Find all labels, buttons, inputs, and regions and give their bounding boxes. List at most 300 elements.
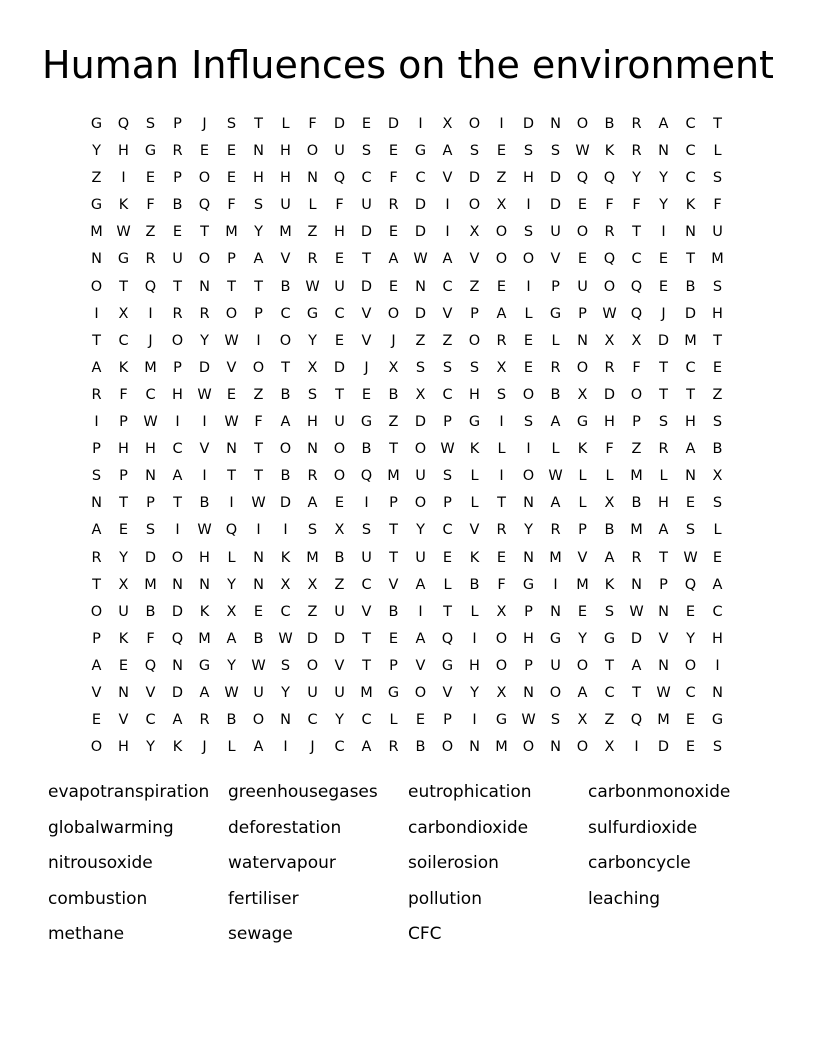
grid-letter: G: [522, 576, 535, 593]
grid-letter: E: [388, 630, 399, 647]
grid-letter: E: [712, 549, 723, 566]
grid-letter: G: [117, 251, 130, 268]
grid-letter: X: [118, 305, 129, 322]
grid-letter: B: [631, 495, 642, 512]
word-list-item: soilerosion: [408, 853, 499, 873]
grid-letter: A: [415, 576, 426, 593]
grid-letter: D: [414, 414, 427, 431]
grid-letter: O: [576, 657, 589, 674]
grid-letter: J: [661, 305, 666, 322]
grid-letter: W: [251, 495, 266, 512]
grid-letter: L: [551, 441, 560, 458]
grid-letter: H: [307, 414, 318, 431]
word-list-item: sewage: [228, 924, 293, 944]
grid-letter: H: [334, 224, 345, 241]
grid-letter: T: [497, 495, 506, 512]
grid-letter: B: [280, 468, 291, 485]
grid-letter: N: [550, 603, 561, 620]
grid-letter: N: [685, 468, 696, 485]
grid-letter: R: [388, 197, 399, 214]
grid-letter: O: [306, 143, 319, 160]
grid-letter: R: [550, 522, 561, 539]
grid-letter: L: [497, 441, 506, 458]
word-list-item: eutrophication: [408, 782, 532, 802]
grid-letter: B: [199, 495, 210, 512]
grid-letter: H: [172, 386, 183, 403]
grid-letter: X: [604, 739, 615, 756]
grid-letter: I: [229, 495, 234, 512]
grid-letter: J: [310, 739, 315, 756]
grid-letter: H: [523, 170, 534, 187]
grid-letter: S: [307, 522, 318, 539]
grid-letter: S: [469, 143, 480, 160]
grid-letter: Z: [388, 414, 399, 431]
grid-letter: P: [524, 603, 533, 620]
grid-letter: N: [253, 549, 264, 566]
grid-letter: V: [280, 251, 291, 268]
grid-letter: C: [145, 386, 156, 403]
grid-letter: A: [550, 495, 561, 512]
grid-letter: O: [576, 116, 589, 132]
grid-letter: H: [604, 414, 615, 431]
grid-letter: L: [713, 522, 722, 539]
grid-letter: M: [387, 468, 400, 485]
grid-letter: Y: [335, 712, 344, 729]
grid-letter: X: [604, 495, 615, 512]
grid-letter: O: [252, 359, 265, 376]
grid-letter: V: [442, 305, 453, 322]
grid-letter: H: [280, 143, 291, 160]
word-list-item: evapotranspiration: [48, 782, 210, 802]
grid-letter: R: [199, 712, 210, 729]
grid-letter: P: [389, 657, 398, 674]
word-list-item: leaching: [588, 888, 661, 909]
grid-letter: N: [172, 576, 183, 593]
grid-letter: N: [658, 143, 669, 160]
grid-letter: F: [146, 630, 155, 647]
grid-letter: Z: [307, 603, 318, 620]
grid-letter: V: [361, 332, 372, 349]
grid-letter: E: [361, 116, 372, 132]
grid-letter: Z: [496, 170, 507, 187]
grid-letter: M: [630, 468, 643, 485]
grid-letter: T: [227, 278, 236, 295]
grid-letter: I: [526, 278, 531, 295]
grid-letter: S: [226, 116, 237, 132]
grid-letter: D: [198, 359, 211, 376]
grid-letter: S: [550, 712, 561, 729]
grid-letter: W: [305, 278, 320, 295]
grid-letter: E: [118, 657, 129, 674]
grid-letter: O: [171, 549, 184, 566]
grid-letter: T: [362, 657, 371, 674]
grid-letter: R: [172, 143, 183, 160]
grid-letter: A: [226, 630, 237, 647]
grid-letter: T: [173, 278, 182, 295]
grid-letter: I: [526, 197, 531, 214]
grid-letter: G: [414, 143, 427, 160]
grid-letter: M: [144, 576, 157, 593]
grid-letter: X: [118, 576, 129, 593]
grid-letter: P: [578, 522, 587, 539]
word-list-item: carboncycle: [588, 853, 691, 873]
grid-letter: G: [360, 414, 373, 431]
grid-letter: S: [523, 143, 534, 160]
grid-letter: A: [361, 739, 372, 756]
grid-letter: O: [225, 305, 238, 322]
grid-letter: G: [495, 712, 508, 729]
grid-letter: V: [577, 549, 588, 566]
grid-letter: O: [198, 251, 211, 268]
grid-letter: O: [171, 332, 184, 349]
grid-letter: T: [92, 576, 101, 593]
grid-letter: A: [658, 116, 669, 132]
word-list-item: carbonmonoxide: [588, 782, 731, 802]
grid-letter: R: [91, 386, 102, 403]
grid-letter: P: [173, 359, 182, 376]
grid-letter: C: [442, 386, 453, 403]
word-list-item: pollution: [408, 888, 482, 909]
grid-letter: L: [443, 576, 452, 593]
grid-letter: N: [118, 684, 129, 701]
grid-letter: Q: [171, 630, 184, 647]
grid-letter: Y: [578, 630, 587, 647]
grid-letter: H: [118, 143, 129, 160]
grid-letter: V: [118, 712, 129, 729]
grid-letter: E: [496, 143, 507, 160]
grid-letter: X: [577, 386, 588, 403]
grid-letter: S: [550, 143, 561, 160]
grid-letter: V: [388, 576, 399, 593]
grid-letter: U: [253, 684, 264, 701]
grid-letter: U: [334, 684, 345, 701]
grid-letter: W: [224, 684, 239, 701]
grid-letter: K: [118, 630, 129, 647]
grid-letter: S: [253, 197, 264, 214]
grid-letter: I: [472, 630, 477, 647]
grid-letter: L: [281, 116, 290, 132]
grid-letter: M: [495, 739, 508, 756]
grid-letter: N: [685, 224, 696, 241]
grid-letter: G: [549, 630, 562, 647]
grid-letter: V: [442, 170, 453, 187]
grid-letter: C: [145, 712, 156, 729]
grid-letter: E: [577, 197, 588, 214]
grid-letter: O: [495, 224, 508, 241]
grid-letter: D: [171, 603, 184, 620]
grid-letter: U: [550, 224, 561, 241]
grid-letter: N: [712, 684, 723, 701]
grid-letter: S: [145, 522, 156, 539]
grid-letter: R: [631, 143, 642, 160]
grid-letter: E: [226, 386, 237, 403]
grid-letter: V: [226, 359, 237, 376]
word-list-item: CFC: [408, 924, 442, 944]
grid-letter: D: [387, 116, 400, 132]
grid-letter: B: [712, 441, 723, 458]
grid-letter: N: [658, 603, 669, 620]
grid-letter: F: [308, 116, 317, 132]
grid-letter: B: [388, 603, 399, 620]
grid-letter: B: [145, 603, 156, 620]
grid-letter: C: [334, 739, 345, 756]
grid-letter: I: [175, 414, 180, 431]
grid-letter: E: [91, 712, 102, 729]
grid-letter: H: [253, 170, 264, 187]
grid-letter: O: [279, 441, 292, 458]
grid-letter: D: [360, 278, 373, 295]
grid-letter: R: [388, 739, 399, 756]
grid-letter: N: [631, 576, 642, 593]
grid-letter: D: [657, 739, 670, 756]
grid-letter: L: [551, 332, 560, 349]
grid-letter: Q: [630, 305, 643, 322]
grid-letter: E: [685, 739, 696, 756]
grid-letter: N: [577, 332, 588, 349]
grid-letter: M: [576, 576, 589, 593]
grid-letter: X: [496, 684, 507, 701]
grid-letter: I: [553, 576, 558, 593]
grid-letter: E: [226, 143, 237, 160]
grid-letter: E: [388, 278, 399, 295]
grid-letter: K: [172, 739, 183, 756]
grid-letter: Z: [253, 386, 264, 403]
grid-letter: A: [307, 495, 318, 512]
grid-letter: N: [253, 576, 264, 593]
grid-letter: R: [496, 332, 507, 349]
grid-letter: G: [387, 684, 400, 701]
grid-letter: P: [92, 441, 101, 458]
grid-letter: Y: [200, 332, 209, 349]
grid-letter: S: [712, 414, 723, 431]
grid-letter: I: [499, 414, 504, 431]
grid-letter: B: [469, 576, 480, 593]
grid-letter: C: [631, 251, 642, 268]
grid-letter: O: [306, 657, 319, 674]
grid-letter: I: [472, 712, 477, 729]
grid-letter: E: [577, 251, 588, 268]
grid-letter: Y: [632, 170, 641, 187]
grid-letter: X: [496, 359, 507, 376]
grid-letter: Y: [254, 224, 263, 241]
grid-letter: A: [253, 739, 264, 756]
grid-letter: R: [658, 441, 669, 458]
grid-letter: L: [578, 468, 587, 485]
grid-letter: W: [440, 441, 455, 458]
grid-letter: N: [199, 278, 210, 295]
grid-letter: M: [198, 630, 211, 647]
grid-letter: A: [577, 684, 588, 701]
grid-letter: D: [657, 332, 670, 349]
grid-letter: D: [360, 224, 373, 241]
grid-letter: P: [173, 116, 182, 132]
grid-letter: E: [334, 332, 345, 349]
grid-letter: T: [92, 332, 101, 349]
grid-letter: V: [361, 603, 372, 620]
grid-letter: K: [118, 197, 129, 214]
grid-letter: D: [684, 305, 697, 322]
grid-letter: F: [713, 197, 722, 214]
grid-letter: U: [334, 414, 345, 431]
grid-letter: I: [499, 468, 504, 485]
grid-letter: O: [441, 739, 454, 756]
grid-letter: O: [522, 739, 535, 756]
grid-letter: Z: [604, 712, 615, 729]
grid-letter: P: [632, 414, 641, 431]
grid-letter: F: [335, 197, 344, 214]
grid-letter: O: [576, 224, 589, 241]
grid-letter: O: [684, 657, 697, 674]
grid-letter: X: [604, 332, 615, 349]
grid-letter: O: [90, 739, 103, 756]
grid-letter: W: [548, 468, 563, 485]
grid-letter: T: [389, 549, 398, 566]
grid-letter: R: [307, 468, 318, 485]
grid-letter: H: [118, 739, 129, 756]
grid-letter: G: [441, 657, 454, 674]
grid-letter: X: [577, 712, 588, 729]
grid-letter: G: [306, 305, 319, 322]
grid-letter: B: [415, 739, 426, 756]
grid-letter: L: [227, 739, 236, 756]
grid-letter: W: [224, 332, 239, 349]
grid-letter: D: [333, 116, 346, 132]
grid-letter: L: [389, 712, 398, 729]
grid-letter: Q: [603, 251, 616, 268]
grid-letter: E: [388, 143, 399, 160]
word-list-item: carbondioxide: [408, 817, 529, 838]
grid-letter: S: [712, 739, 723, 756]
grid-letter: C: [685, 116, 696, 132]
grid-letter: F: [254, 414, 263, 431]
grid-letter: F: [227, 197, 236, 214]
grid-letter: W: [116, 224, 131, 241]
grid-letter: S: [712, 170, 723, 187]
grid-letter: I: [148, 305, 153, 322]
grid-letter: M: [711, 251, 724, 268]
grid-letter: P: [146, 495, 155, 512]
grid-letter: C: [307, 712, 318, 729]
word-list-item: methane: [48, 924, 125, 944]
grid-letter: F: [632, 197, 641, 214]
grid-letter: M: [549, 549, 562, 566]
grid-letter: E: [577, 603, 588, 620]
grid-letter: C: [280, 603, 291, 620]
grid-letter: X: [442, 116, 453, 132]
grid-letter: M: [225, 224, 238, 241]
grid-letter: V: [550, 251, 561, 268]
grid-letter: I: [202, 468, 207, 485]
grid-letter: L: [470, 468, 479, 485]
grid-letter: O: [603, 278, 616, 295]
grid-letter: P: [119, 468, 128, 485]
grid-letter: O: [333, 441, 346, 458]
grid-letter: D: [333, 630, 346, 647]
grid-letter: L: [659, 468, 668, 485]
grid-letter: Z: [415, 332, 426, 349]
grid-letter: J: [202, 116, 207, 132]
grid-letter: A: [496, 305, 507, 322]
grid-letter: A: [199, 684, 210, 701]
grid-letter: G: [603, 630, 616, 647]
grid-letter: V: [91, 684, 102, 701]
grid-letter: E: [199, 143, 210, 160]
grid-letter: C: [280, 305, 291, 322]
grid-letter: X: [307, 576, 318, 593]
grid-letter: V: [415, 657, 426, 674]
grid-letter: A: [415, 630, 426, 647]
grid-letter: L: [470, 495, 479, 512]
grid-letter: P: [119, 414, 128, 431]
grid-letter: C: [172, 441, 183, 458]
grid-letter: O: [576, 739, 589, 756]
grid-letter: Y: [146, 739, 155, 756]
grid-letter: I: [256, 522, 261, 539]
grid-letter: S: [604, 603, 615, 620]
grid-letter: J: [148, 332, 153, 349]
grid-letter: D: [144, 549, 157, 566]
grid-letter: T: [632, 684, 641, 701]
grid-letter: W: [143, 414, 158, 431]
grid-letter: F: [119, 386, 128, 403]
grid-letter: G: [549, 305, 562, 322]
grid-letter: W: [224, 414, 239, 431]
grid-letter: Q: [198, 197, 211, 214]
grid-letter: C: [685, 143, 696, 160]
grid-letter: N: [550, 739, 561, 756]
grid-letter: L: [227, 549, 236, 566]
grid-letter: D: [603, 386, 616, 403]
grid-letter: O: [414, 495, 427, 512]
grid-letter: B: [685, 278, 696, 295]
grid-letter: C: [361, 712, 372, 729]
grid-letter: T: [713, 332, 722, 349]
grid-letter: R: [199, 305, 210, 322]
grid-letter: E: [658, 278, 669, 295]
grid-letter: N: [469, 739, 480, 756]
grid-letter: W: [629, 603, 644, 620]
grid-letter: O: [576, 359, 589, 376]
grid-letter: T: [605, 657, 614, 674]
grid-letter: B: [604, 522, 615, 539]
grid-letter: Y: [308, 332, 317, 349]
grid-letter: Z: [469, 278, 480, 295]
grid-letter: H: [280, 170, 291, 187]
grid-letter: M: [144, 359, 157, 376]
grid-letter: F: [605, 441, 614, 458]
grid-letter: Y: [686, 630, 695, 647]
grid-letter: P: [92, 630, 101, 647]
word-list-item: nitrousoxide: [48, 853, 153, 873]
grid-letter: V: [145, 684, 156, 701]
grid-letter: F: [389, 170, 398, 187]
grid-letter: P: [551, 278, 560, 295]
grid-letter: O: [414, 684, 427, 701]
grid-letter: H: [199, 549, 210, 566]
grid-letter: O: [630, 386, 643, 403]
grid-letter: N: [172, 657, 183, 674]
grid-letter: Y: [416, 522, 425, 539]
grid-letter: A: [685, 441, 696, 458]
grid-letter: P: [173, 170, 182, 187]
grid-letter: H: [712, 630, 723, 647]
grid-letter: C: [685, 359, 696, 376]
grid-letter: O: [522, 251, 535, 268]
grid-letter: H: [145, 441, 156, 458]
page-title: Human Influences on the environment: [42, 43, 774, 87]
grid-letter: B: [604, 116, 615, 132]
grid-letter: I: [715, 657, 720, 674]
